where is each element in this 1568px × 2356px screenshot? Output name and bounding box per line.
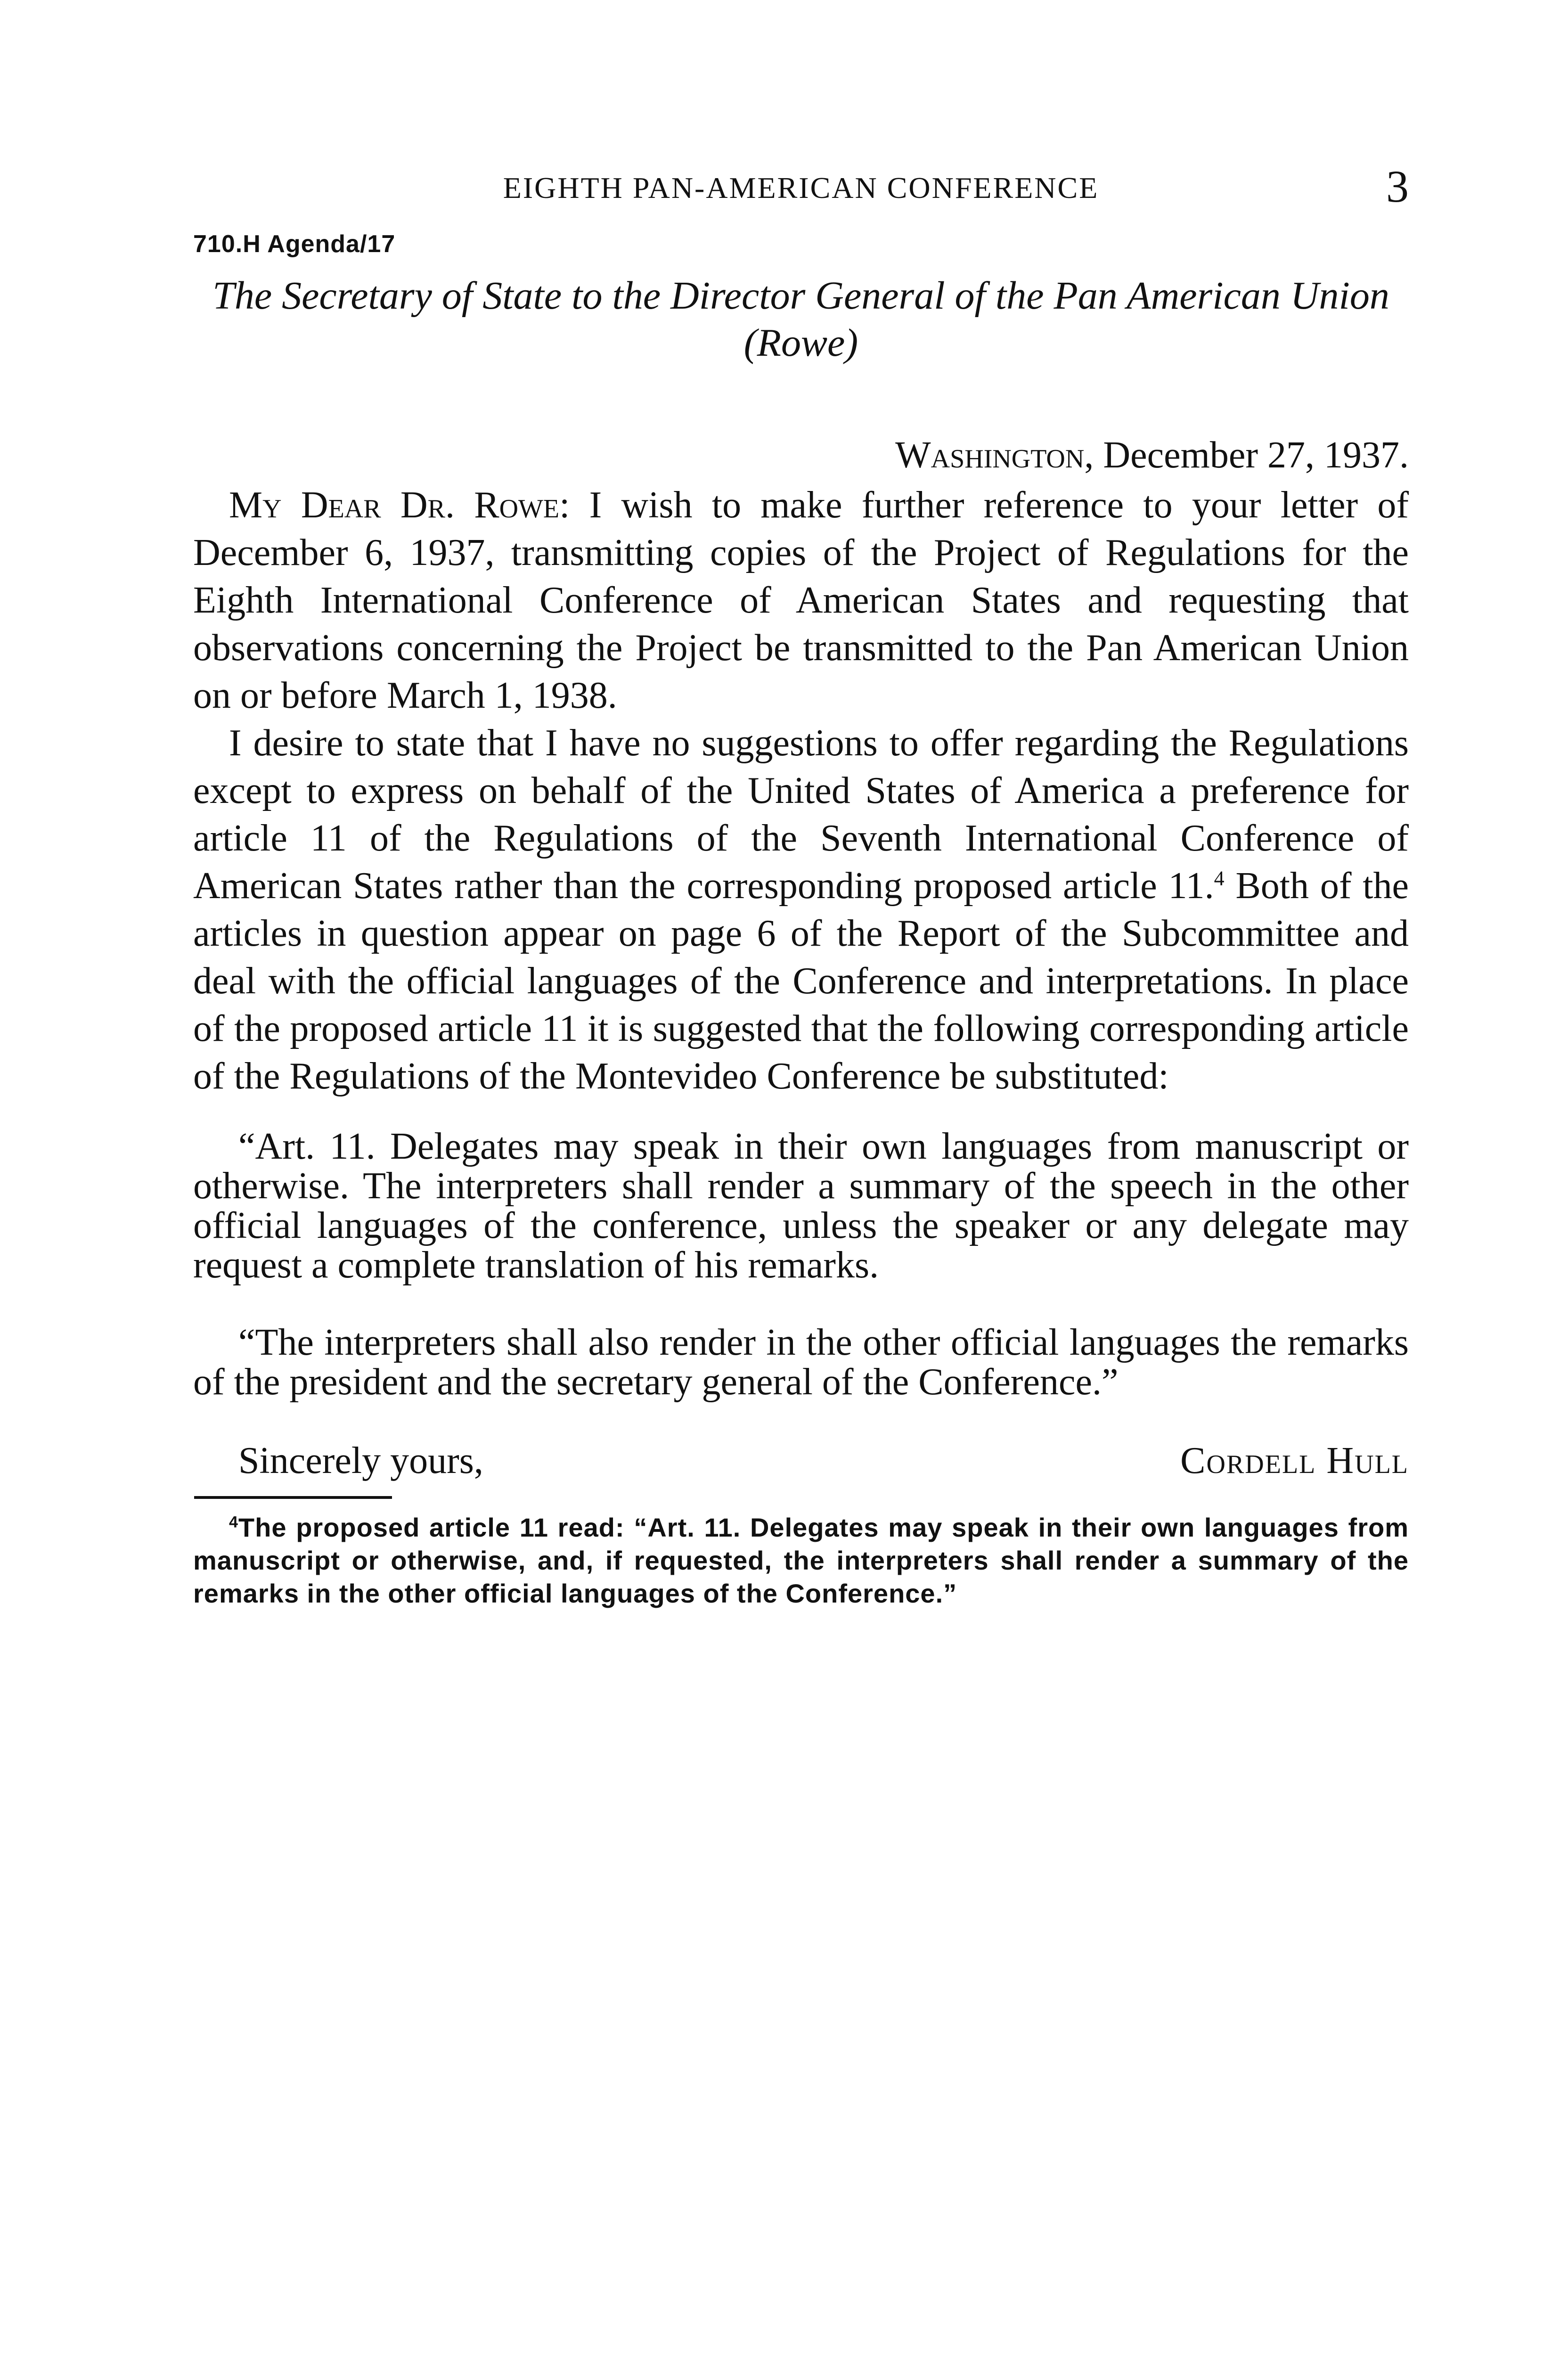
running-header <box>193 160 1409 212</box>
running-title: EIGHTH PAN-AMERICAN CONFERENCE <box>503 171 1099 205</box>
document-page <box>193 160 1409 1636</box>
footnote-divider <box>194 1496 392 1499</box>
dateline-date: , December 27, 1937. <box>1084 434 1409 476</box>
dateline-place: Washington <box>895 434 1085 476</box>
sign-off: Sincerely yours, <box>238 1440 483 1481</box>
paragraph-2-text-after-note: Both of the articles in question appear on page 6 of the Report of the Subcommittee and deal with the official languages of the Conference and interpretations. In place of the proposed article 11 it is suggested that the following corresponding article of the Regulations of the Montevideo Conference be substituted: <box>193 865 1409 1097</box>
letter-paragraph-1 <box>193 482 1409 720</box>
footnote-reference[interactable]: 4 <box>1214 867 1225 890</box>
salutation: My Dear Dr. Rowe <box>229 484 560 526</box>
footnote-marker: 4 <box>229 1513 238 1531</box>
paragraph-2-text-before-note: I desire to state that I have no suggestions to offer regarding the Regulations except to express on behalf of the United States of America a preference for article 11 of the Regulations of the Seventh International Conference of American States rather than the corresponding proposed article 11. <box>193 722 1409 907</box>
page-number: 3 <box>1386 161 1409 212</box>
paragraph-1-text: : I wish to make further reference to your letter of December 6, 1937, transmitting copies of the Project of Regulations for the Eighth International Conference of American States and requesting that observations concerning the Project be transmitted to the Pan American Union on or before March 1, 1938. <box>193 484 1409 716</box>
quoted-article-paragraph-1: “Art. 11. Delegates may speak in their own languages from manuscript or otherwise. The interpreters shall render a summary of the speech in the other official languages of the conference, unless the speaker or any delegate may request a complete translation of his remarks. <box>193 1126 1409 1286</box>
signature: Cordell Hull <box>1180 1440 1409 1481</box>
document-heading: The Secretary of State to the Director General of the Pan American Union (Rowe) <box>212 274 1389 365</box>
letter-closing <box>193 1440 1409 1491</box>
file-reference: 710.H Agenda/17 <box>193 230 396 258</box>
dateline <box>193 432 1409 479</box>
footnote-text: The proposed article 11 read: “Art. 11. Delegates may speak in their own languages from manuscript or otherwise, and, if requested, the interpreters shall render a summary of the remarks in the other official languages of the Conference.” <box>193 1513 1409 1608</box>
quoted-article-paragraph-2: “The interpreters shall also render in the other official languages the remarks of the president and the secretary general of the Conference.” <box>193 1322 1409 1403</box>
letter-paragraph-2 <box>193 720 1409 1100</box>
footnote <box>193 1511 1409 1610</box>
